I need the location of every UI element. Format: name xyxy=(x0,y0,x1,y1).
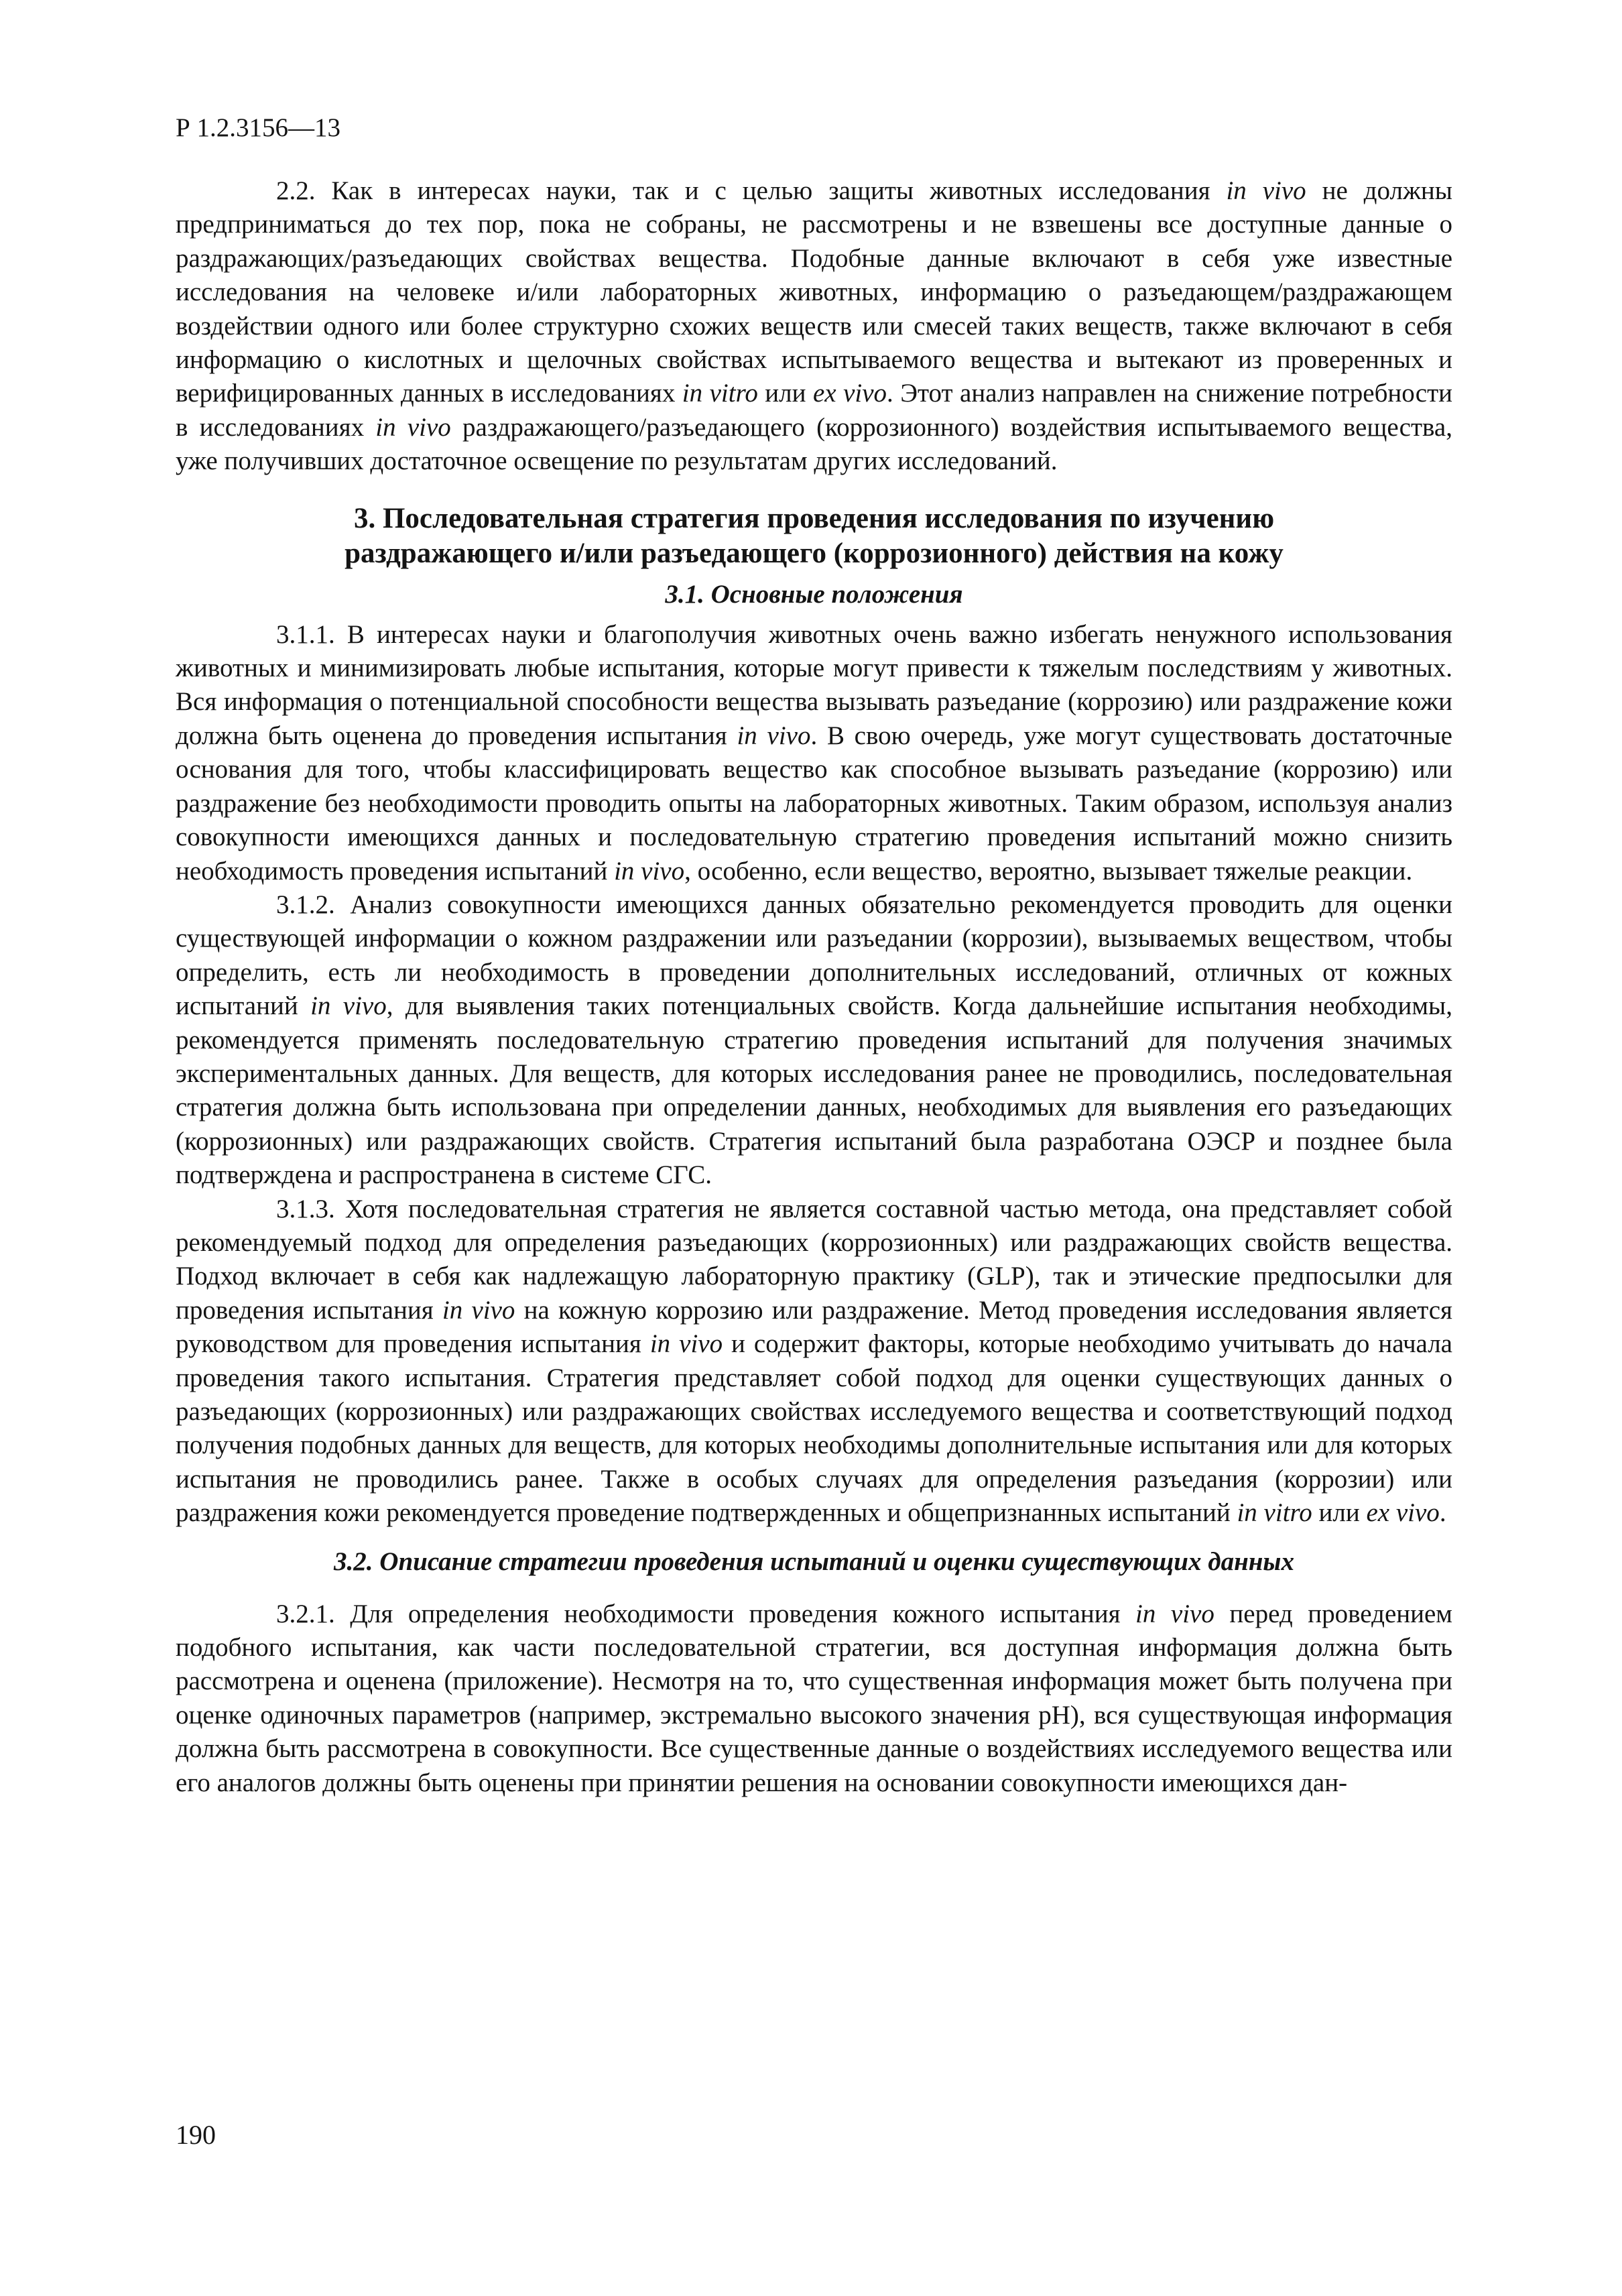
subsection-3-1-heading: 3.1. Основные положения xyxy=(665,579,963,609)
text-run: не должны предприниматься до тех пор, пока не собраны, не рассмотрены и не взвешены все доступные данные о раздражающих/разъедающих свойствах вещества. Подобные данные включают в себя уже известные исследования на человеке и/или лабораторных животных, информацию о разъедающем/раздражающем воздействии одного или более структурно схожих веществ или смесей таких веществ, также включают в себя информацию о кислотных и щелочных свойствах испытываемого вещества и вытекают из проверенных и верифицированных данных в исследованиях xyxy=(176,176,1452,408)
page-number: 190 xyxy=(176,2120,216,2150)
latin-term: in vivo xyxy=(649,1329,723,1359)
text-run: , особенно, если вещество, вероятно, вызывает тяжелые реакции. xyxy=(684,856,1413,886)
text-run: . Этот анализ направлен на снижение потребности в исследованиях xyxy=(176,379,1452,442)
section-3-heading-line2: раздражающего и/или разъедающего (коррозионного) действия на кожу xyxy=(345,537,1284,569)
text-run: . В свою очередь, уже могут существовать достаточные основания для того, чтобы классифицировать вещество как способное вызывать разъедание (коррозию) или раздражение без необходимости проводить опыты на лабораторных животных. Таким образом, используя анализ совокупности имеющихся данных и последовательную стратегию проведения испытаний можно снизить необходимость проведения испытаний xyxy=(176,721,1452,886)
text-run: или xyxy=(757,379,813,408)
paragraph-3-2-1 xyxy=(176,1597,1452,1800)
latin-term: in vitro xyxy=(1237,1498,1312,1528)
paragraph-2-2 xyxy=(176,174,1452,479)
text-run: . xyxy=(1439,1498,1446,1528)
text-run: или xyxy=(1312,1498,1367,1528)
latin-term: ex vivo xyxy=(1366,1498,1440,1528)
latin-term: in vivo xyxy=(310,991,387,1021)
text-run: 3.1.2. Анализ совокупности имеющихся данных обязательно рекомендуется проводить для оценки существующей информации о кожном раздражении или разъедании (коррозии), вызываемых веществом, чтобы определить, есть ли необходимость в проведении дополнительных исследований, отличных от кожных испытаний xyxy=(176,890,1452,1021)
paragraph-3-1-1 xyxy=(176,618,1452,888)
paragraph-3-1-2 xyxy=(176,888,1452,1193)
latin-term: in vivo xyxy=(737,721,811,750)
section-3-heading-line1: 3. Последовательная стратегия проведения исследования по изучению xyxy=(353,502,1275,534)
latin-term: in vivo xyxy=(1226,176,1306,205)
paragraph-3-1-3 xyxy=(176,1193,1452,1530)
latin-term: in vivo xyxy=(375,412,451,442)
text-run: на кожную коррозию или раздражение. Метод проведения исследования является руководством для проведения испытания xyxy=(176,1295,1452,1359)
text-run: перед проведением подобного испытания, как части последовательной стратегии, вся доступная информация должна быть рассмотрена и оценена (приложение). Несмотря на то, что существенная информация может быть получена при оценке одиночных параметров (например, экстремально высокого значения pH), вся существующая информация должна быть рассмотрена в совокупности. Все существенные данные о воздействиях исследуемого вещества или его аналогов должны быть оценены при принятии решения на основании совокупности имеющихся дан- xyxy=(176,1599,1452,1797)
latin-term: in vivo xyxy=(1135,1599,1214,1628)
subsection-3-2-heading: 3.2. Описание стратегии проведения испытаний и оценки существующих данных xyxy=(334,1547,1294,1576)
latin-term: in vitro xyxy=(682,379,758,408)
section-3-heading xyxy=(176,501,1452,571)
page-content xyxy=(176,174,1452,1800)
latin-term: in vivo xyxy=(442,1295,515,1325)
text-run: 3.1.3. Хотя последовательная стратегия не является составной частью метода, она представляет собой рекомендуемый подход для определения разъедающих (коррозионных) или раздражающих свойств вещества. Подход включает в себя как надлежащую лабораторную практику (GLP), так и этические предпосылки для проведения испытания xyxy=(176,1194,1452,1325)
text-run: 3.2.1. Для определения необходимости проведения кожного испытания xyxy=(276,1599,1136,1628)
text-run: 3.1.1. В интересах науки и благополучия животных очень важно избегать ненужного использования животных и минимизировать любые испытания, которые могут привести к тяжелым последствиям у животных. Вся информация о потенциальной способности вещества вызывать разъедание (коррозию) или раздражение кожи должна быть оценена до проведения испытания xyxy=(176,619,1452,750)
text-run: 2.2. Как в интересах науки, так и с целью защиты животных исследования xyxy=(276,176,1227,205)
document-code: Р 1.2.3156—13 xyxy=(176,113,340,142)
latin-term: ex vivo xyxy=(812,379,887,408)
text-run: раздражающего/разъедающего (коррозионного) воздействия испытываемого вещества, уже получивших достаточное освещение по результатам других исследований. xyxy=(176,412,1452,476)
text-run: и содержит факторы, которые необходимо учитывать до начала проведения такого испытания. Стратегия представляет собой подход для оценки существующих данных о разъедающих (коррозионных) или раздражающих свойствах исследуемого вещества и соответствующий подход получения подобных данных для веществ, для которых необходимы дополнительные испытания или для которых испытания не проводились ранее. Также в особых случаях для определения разъедания (коррозии) или раздражения кожи рекомендуется проведение подтвержденных и общепризнанных испытаний xyxy=(176,1329,1452,1528)
text-run: , для выявления таких потенциальных свойств. Когда дальнейшие испытания необходимы, рекомендуется применять последовательную стратегию проведения испытаний для получения значимых экспериментальных данных. Для веществ, для которых исследования ранее не проводились, последовательная стратегия должна быть использована при определении данных, необходимых для выявления его разъедающих (коррозионных) или раздражающих свойств. Стратегия испытаний была разработана ОЭСР и позднее была подтверждена и распространена в системе СГС. xyxy=(176,991,1452,1190)
latin-term: in vivo xyxy=(614,856,685,886)
